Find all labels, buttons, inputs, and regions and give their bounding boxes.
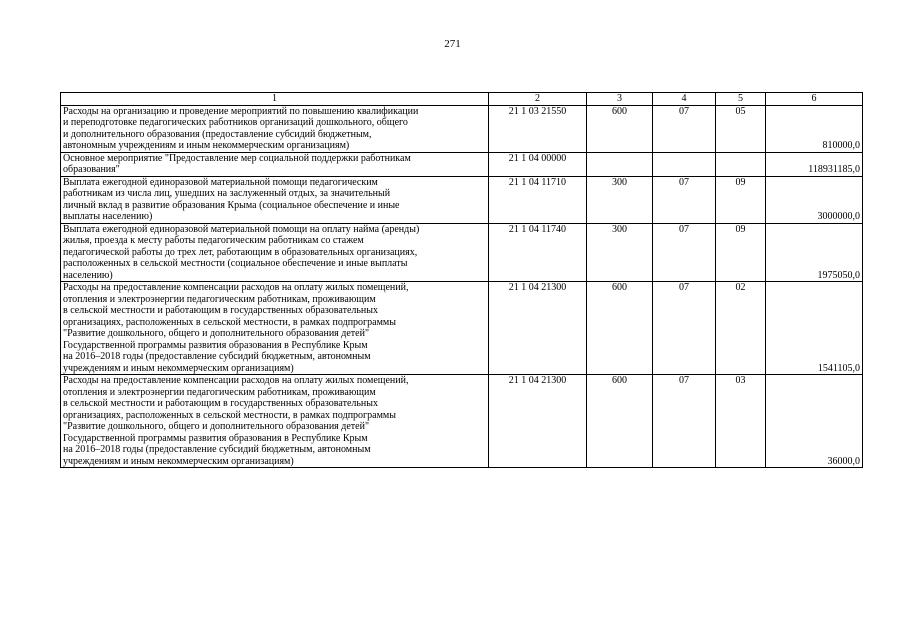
row-code: 21 1 04 11710 (489, 176, 587, 223)
row-code: 21 1 03 21550 (489, 105, 587, 152)
row-description: Расходы на предоставление компенсации расходов на оплату жилых помещений, отопления и электроэнергии педагогическим работникам, проживающим в сельской местности и работающим в государственных образовательных организациях, расположенных в сельской местности, в рамках подпрограммы "Развитие дошкольного, общего и дополнительного образования детей" Государственной программы развития образования в Республике Крым на 2016–2018 годы (предоставление субсидий бюджетным, автономным учреждениям и иным некоммерческим организациям) (61, 282, 489, 375)
table-row (61, 223, 863, 282)
table-row (61, 375, 863, 468)
row-description: Расходы на организацию и проведение мероприятий по повышению квалификации и переподготовке педагогических работников организаций дошкольного, общего и дополнительного образования (предоставление субсидий бюджетным, автономным учреждениям и иным некоммерческим организациям) (61, 105, 489, 152)
row-amount: 118931185,0 (766, 152, 863, 176)
row-amount: 3000000,0 (766, 176, 863, 223)
row-col3: 300 (587, 176, 653, 223)
row-col5: 02 (716, 282, 766, 375)
row-amount: 1975050,0 (766, 223, 863, 282)
row-col3 (587, 152, 653, 176)
row-description: Расходы на предоставление компенсации расходов на оплату жилых помещений, отопления и электроэнергии педагогическим работникам, проживающим в сельской местности и работающим в государственных образовательных организациях, расположенных в сельской местности, в рамках подпрограммы "Развитие дошкольного, общего и дополнительного образования детей" Государственной программы развития образования в Республике Крым на 2016–2018 годы (предоставление субсидий бюджетным, автономным учреждениям и иным некоммерческим организациям) (61, 375, 489, 468)
row-col3: 600 (587, 105, 653, 152)
column-header: 4 (653, 93, 716, 106)
row-description: Выплата ежегодной единоразовой материальной помощи педагогическим работникам из числа лиц, ушедших на заслуженный отдых, за значительный личный вклад в развитие образования Крыма (социальное обеспечение и иные выплаты населению) (61, 176, 489, 223)
row-col5: 09 (716, 223, 766, 282)
row-col3: 300 (587, 223, 653, 282)
column-header: 5 (716, 93, 766, 106)
row-col4: 07 (653, 176, 716, 223)
column-header: 6 (766, 93, 863, 106)
row-code: 21 1 04 11740 (489, 223, 587, 282)
table-row (61, 176, 863, 223)
page-number: 271 (444, 38, 461, 50)
row-code: 21 1 04 00000 (489, 152, 587, 176)
row-description: Выплата ежегодной единоразовой материальной помощи на оплату найма (аренды) жилья, проезда к месту работы педагогическим работникам со стажем педагогической работы до трех лет, работающим в образовательных организациях, расположенных в сельской местности (социальное обеспечение и иные выплаты населению) (61, 223, 489, 282)
row-col4 (653, 152, 716, 176)
row-col5 (716, 152, 766, 176)
row-col5: 09 (716, 176, 766, 223)
row-amount: 36000,0 (766, 375, 863, 468)
table-row (61, 152, 863, 176)
row-description: Основное мероприятие "Предоставление мер социальной поддержки работникам образования" (61, 152, 489, 176)
row-col4: 07 (653, 105, 716, 152)
row-col4: 07 (653, 282, 716, 375)
column-header: 3 (587, 93, 653, 106)
row-col4: 07 (653, 375, 716, 468)
row-col5: 05 (716, 105, 766, 152)
column-header: 2 (489, 93, 587, 106)
row-col3: 600 (587, 375, 653, 468)
row-amount: 1541105,0 (766, 282, 863, 375)
table-row (61, 282, 863, 375)
row-code: 21 1 04 21300 (489, 282, 587, 375)
row-col3: 600 (587, 282, 653, 375)
budget-table (60, 92, 863, 468)
row-col4: 07 (653, 223, 716, 282)
table-header-row (61, 93, 863, 106)
table-row (61, 105, 863, 152)
row-code: 21 1 04 21300 (489, 375, 587, 468)
column-header: 1 (61, 93, 489, 106)
row-col5: 03 (716, 375, 766, 468)
row-amount: 810000,0 (766, 105, 863, 152)
